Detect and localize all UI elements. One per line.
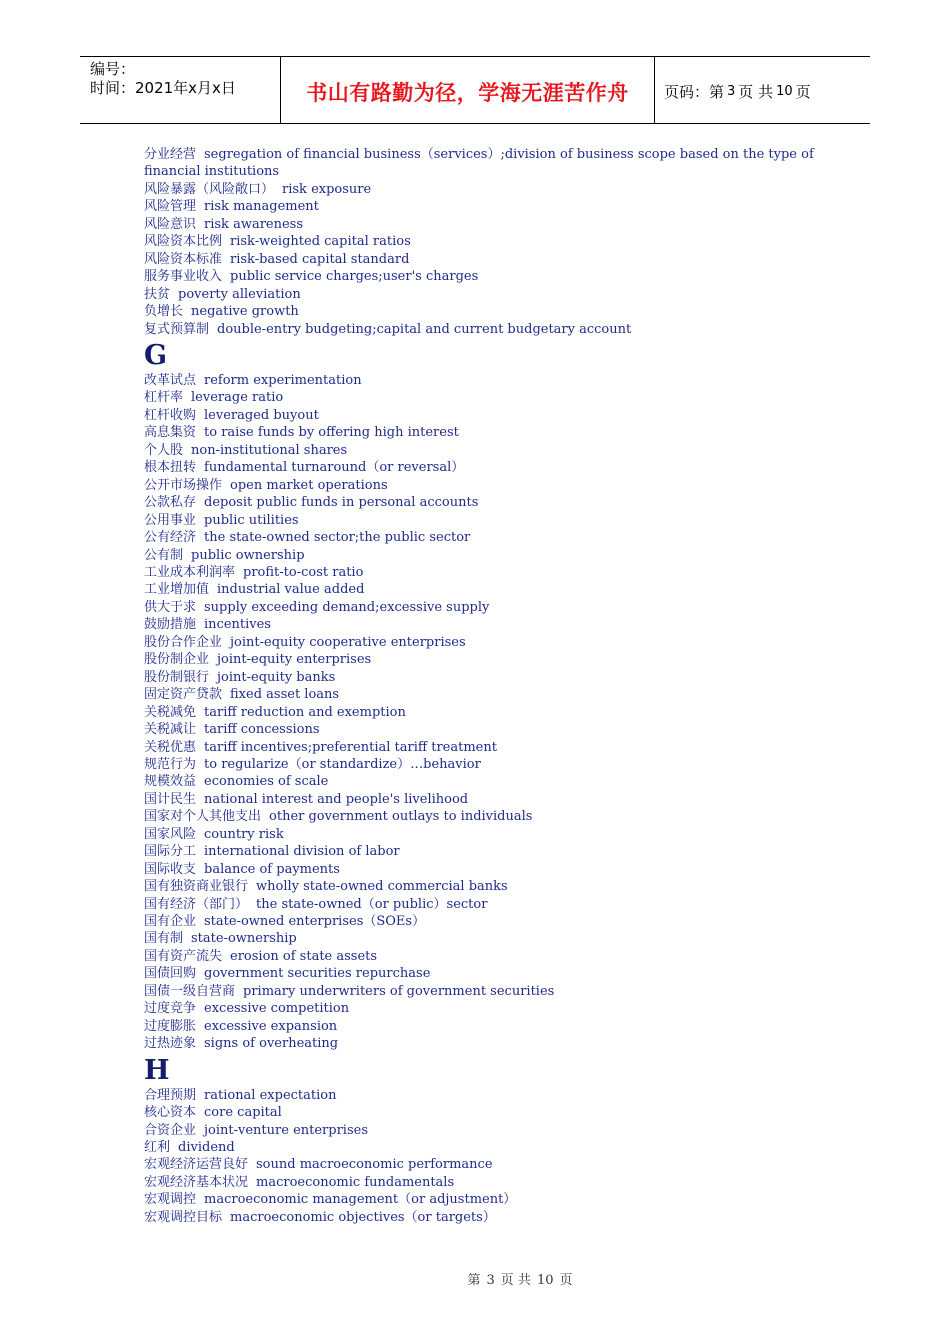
entry-english-term: economies of scale [204, 774, 329, 790]
glossary-entry [144, 494, 824, 511]
glossary-entry [144, 372, 824, 389]
entry-chinese-term: 杠杆率 [144, 390, 184, 406]
entry-english-term: country risk [204, 826, 284, 842]
entry-english-term: fixed asset loans [230, 687, 340, 703]
page-footer [0, 1269, 950, 1288]
entry-english-term: joint-equity cooperative enterprises [230, 634, 466, 650]
entry-chinese-term: 宏观经济运营良好 [144, 1157, 249, 1173]
entry-english-term: risk-weighted capital ratios [230, 234, 411, 250]
entry-chinese-term: 分业经营 [144, 147, 197, 162]
entry-chinese-term: 根本扭转 [144, 460, 197, 476]
entry-english-term: the state-owned sector;the public sector [204, 530, 471, 546]
glossary-entry [144, 581, 824, 598]
entry-english-term: tariff incentives;preferential tariff treatment [204, 739, 497, 755]
glossary-entry [144, 826, 824, 843]
entry-chinese-term: 扶贫 [144, 286, 171, 302]
entry-english-term: fundamental turnaround（or reversal） [204, 460, 465, 476]
entry-english-term: joint-equity enterprises [217, 652, 372, 668]
entry-english-term: macroeconomic management（or adjustment） [204, 1192, 517, 1208]
entry-chinese-term: 核心资本 [144, 1105, 197, 1121]
glossary-entry [144, 948, 824, 965]
entry-english-term: national interest and people's livelihood [204, 791, 469, 807]
entry-english-term: leverage ratio [191, 390, 284, 406]
entry-chinese-term: 红利 [144, 1140, 171, 1156]
entry-english-term: joint-venture enterprises [204, 1122, 368, 1138]
entry-english-term: segregation of financial business（services）;division of business scope based on the type of financial institutions [144, 147, 814, 180]
entry-chinese-term: 规模效益 [144, 774, 197, 790]
glossary-entry [144, 704, 824, 721]
entry-chinese-term: 合资企业 [144, 1122, 197, 1138]
glossary-entry [144, 739, 824, 756]
glossary-entry [144, 913, 824, 930]
glossary-entry [144, 599, 824, 616]
header-page-prefix: 页码：第 [664, 82, 725, 101]
entry-chinese-term: 国家对个人其他支出 [144, 809, 262, 825]
header-motto: 书山有路勤为径，学海无涯苦作舟 [281, 57, 655, 123]
glossary-entry [144, 1035, 824, 1052]
entry-chinese-term: 杠杆收购 [144, 407, 197, 423]
footer-prefix: 第 [467, 1273, 481, 1288]
glossary-entry [144, 1209, 824, 1226]
entry-english-term: open market operations [230, 477, 388, 493]
entry-english-term: dividend [178, 1140, 235, 1156]
entry-english-term: public service charges;user's charges [230, 269, 479, 285]
entry-english-term: core capital [204, 1105, 282, 1121]
glossary-entry [144, 616, 824, 633]
entry-chinese-term: 股份制银行 [144, 669, 210, 685]
glossary-entry [144, 1156, 824, 1173]
entry-english-term: erosion of state assets [230, 948, 378, 964]
entry-chinese-term: 改革试点 [144, 372, 197, 388]
glossary-entry [144, 843, 824, 860]
footer-suffix: 页 [559, 1273, 573, 1288]
entry-chinese-term: 公用事业 [144, 512, 197, 528]
glossary-entry [144, 564, 824, 581]
entry-chinese-term: 鼓励措施 [144, 617, 197, 633]
glossary-entry [144, 146, 824, 181]
entry-english-term: risk-based capital standard [230, 251, 410, 267]
glossary-entry [144, 808, 824, 825]
glossary-entry [144, 389, 824, 406]
glossary-entry [144, 459, 824, 476]
entry-chinese-term: 国有经济（部门） [144, 896, 249, 912]
entry-english-term: excessive expansion [204, 1018, 338, 1034]
glossary-entry [144, 512, 824, 529]
glossary-entry [144, 424, 824, 441]
glossary-entry [144, 1139, 824, 1156]
entry-chinese-term: 关税减让 [144, 722, 197, 738]
entry-chinese-term: 国有制 [144, 931, 184, 947]
glossary-entry [144, 233, 824, 250]
entry-chinese-term: 国有独资商业银行 [144, 879, 249, 895]
entry-chinese-term: 供大于求 [144, 599, 197, 615]
glossary-entry [144, 303, 824, 320]
entry-chinese-term: 国债一级自营商 [144, 983, 236, 999]
header-page-mid: 页 共 [738, 82, 774, 101]
entry-english-term: industrial value added [217, 582, 365, 598]
entry-chinese-term: 国际分工 [144, 844, 197, 860]
footer-mid: 页 共 [500, 1273, 531, 1288]
header-page-number: 3 [727, 83, 736, 99]
entry-chinese-term: 公有制 [144, 547, 184, 563]
glossary-entry [144, 686, 824, 703]
entry-english-term: risk exposure [282, 181, 372, 197]
entry-chinese-term: 国际收支 [144, 861, 197, 877]
page-header [80, 56, 870, 124]
entry-english-term: balance of payments [204, 861, 340, 877]
entry-chinese-term: 国有企业 [144, 914, 197, 930]
glossary-entry [144, 1122, 824, 1139]
entry-chinese-term: 风险意识 [144, 216, 197, 232]
section-letter-heading: G [144, 339, 168, 371]
entry-english-term: double-entry budgeting;capital and current budgetary account [217, 321, 632, 337]
entry-chinese-term: 关税减免 [144, 704, 197, 720]
entry-english-term: public ownership [191, 547, 305, 563]
glossary-entry [144, 983, 824, 1000]
entry-english-term: leveraged buyout [204, 407, 319, 423]
entry-chinese-term: 股份合作企业 [144, 634, 223, 650]
glossary-entry [144, 407, 824, 424]
entry-english-term: tariff reduction and exemption [204, 704, 406, 720]
entry-chinese-term: 风险管理 [144, 199, 197, 215]
glossary-entry [144, 1000, 824, 1017]
entry-chinese-term: 过度膨胀 [144, 1018, 197, 1034]
glossary-entry [144, 477, 824, 494]
glossary-entry [144, 216, 824, 233]
glossary-entry [144, 268, 824, 285]
entry-english-term: joint-equity banks [217, 669, 336, 685]
entry-chinese-term: 国计民生 [144, 791, 197, 807]
entry-english-term: incentives [204, 617, 271, 633]
header-page-total: 10 [776, 83, 793, 99]
glossary-entry [144, 1018, 824, 1035]
document-time-label: 时间：2021年x月x日 [90, 79, 236, 97]
entry-english-term: other government outlays to individuals [269, 809, 533, 825]
entry-english-term: macroeconomic fundamentals [256, 1174, 455, 1190]
entry-chinese-term: 风险资本标准 [144, 251, 223, 267]
glossary-entry [144, 791, 824, 808]
header-page-indicator [655, 57, 870, 123]
footer-page-total: 10 [536, 1273, 554, 1288]
glossary-entry [144, 1174, 824, 1191]
glossary-entry [144, 896, 824, 913]
entry-english-term: supply exceeding demand;excessive supply [204, 599, 490, 615]
glossary-entry [144, 181, 824, 198]
entry-chinese-term: 过度竞争 [144, 1001, 197, 1017]
glossary-entry [144, 634, 824, 651]
entry-chinese-term: 负增长 [144, 304, 184, 320]
document-number-label: 编号： [90, 60, 136, 78]
glossary-entry [144, 756, 824, 773]
entry-english-term: state-ownership [191, 931, 297, 947]
glossary-entry [144, 721, 824, 738]
glossary-entry [144, 773, 824, 790]
glossary-entry [144, 321, 824, 338]
section-letter-heading: H [144, 1054, 170, 1086]
entry-english-term: risk management [204, 199, 319, 215]
entry-english-term: the state-owned（or public）sector [256, 896, 488, 912]
glossary-entry [144, 251, 824, 268]
entry-english-term: non-institutional shares [191, 442, 348, 458]
entry-english-term: profit-to-cost ratio [243, 564, 364, 580]
entry-chinese-term: 过热迹象 [144, 1036, 197, 1052]
entry-chinese-term: 合理预期 [144, 1087, 197, 1103]
glossary-entry [144, 669, 824, 686]
entry-english-term: signs of overheating [204, 1036, 339, 1052]
glossary-entry [144, 1087, 824, 1104]
entry-chinese-term: 风险暴露（风险敞口） [144, 181, 275, 197]
entry-chinese-term: 规范行为 [144, 756, 197, 772]
entry-english-term: primary underwriters of government securities [243, 983, 555, 999]
glossary-entry [144, 198, 824, 215]
glossary-entry [144, 1104, 824, 1121]
entry-chinese-term: 公款私存 [144, 495, 197, 511]
entry-english-term: macroeconomic objectives（or targets） [230, 1209, 496, 1225]
entry-chinese-term: 国家风险 [144, 826, 197, 842]
entry-chinese-term: 高息集资 [144, 425, 197, 441]
header-meta-cell [80, 57, 281, 123]
glossary-entry [144, 878, 824, 895]
entry-chinese-term: 国债回购 [144, 966, 197, 982]
entry-english-term: government securities repurchase [204, 966, 431, 982]
glossary-entry [144, 529, 824, 546]
entry-chinese-term: 公开市场操作 [144, 477, 223, 493]
footer-page-number: 3 [486, 1273, 495, 1288]
entry-chinese-term: 股份制企业 [144, 652, 210, 668]
entry-chinese-term: 服务事业收入 [144, 269, 223, 285]
header-page-suffix: 页 [795, 82, 811, 101]
entry-chinese-term: 关税优惠 [144, 739, 197, 755]
entry-english-term: wholly state-owned commercial banks [256, 879, 508, 895]
glossary-entry [144, 286, 824, 303]
entry-english-term: rational expectation [204, 1087, 337, 1103]
glossary-entry [144, 965, 824, 982]
entry-english-term: international division of labor [204, 844, 400, 860]
entry-english-term: state-owned enterprises（SOEs） [204, 914, 426, 930]
entry-chinese-term: 个人股 [144, 442, 184, 458]
entry-english-term: sound macroeconomic performance [256, 1157, 493, 1173]
entry-english-term: to regularize（or standardize）…behavior [204, 756, 481, 772]
entry-chinese-term: 工业成本利润率 [144, 564, 236, 580]
entry-english-term: public utilities [204, 512, 299, 528]
entry-chinese-term: 公有经济 [144, 530, 197, 546]
glossary-content [144, 146, 824, 1226]
glossary-entry [144, 442, 824, 459]
entry-chinese-term: 复式预算制 [144, 321, 210, 337]
entry-english-term: tariff concessions [204, 722, 320, 738]
glossary-entry [144, 651, 824, 668]
entry-chinese-term: 宏观经济基本状况 [144, 1174, 249, 1190]
entry-english-term: poverty alleviation [178, 286, 301, 302]
glossary-entry [144, 861, 824, 878]
entry-chinese-term: 宏观调控目标 [144, 1209, 223, 1225]
entry-english-term: risk awareness [204, 216, 304, 232]
glossary-entry [144, 547, 824, 564]
entry-english-term: reform experimentation [204, 372, 362, 388]
entry-english-term: negative growth [191, 304, 299, 320]
glossary-entry [144, 1191, 824, 1208]
entry-chinese-term: 风险资本比例 [144, 234, 223, 250]
entry-chinese-term: 国有资产流失 [144, 948, 223, 964]
entry-english-term: deposit public funds in personal accounts [204, 495, 479, 511]
entry-english-term: excessive competition [204, 1001, 350, 1017]
entry-chinese-term: 宏观调控 [144, 1192, 197, 1208]
entry-english-term: to raise funds by offering high interest [204, 425, 459, 441]
entry-chinese-term: 工业增加值 [144, 582, 210, 598]
entry-chinese-term: 固定资产贷款 [144, 687, 223, 703]
glossary-entry [144, 930, 824, 947]
